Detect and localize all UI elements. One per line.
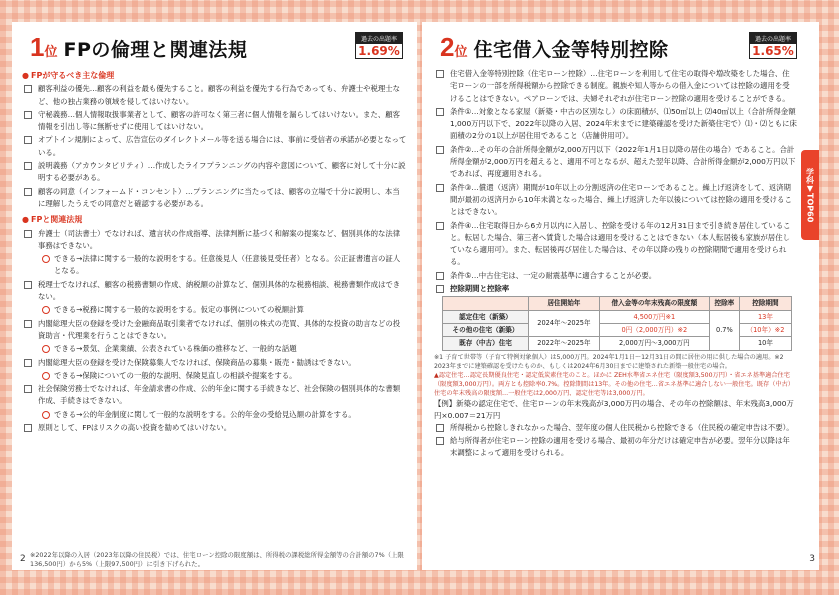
checkbox[interactable]	[24, 136, 32, 144]
item-text: 条件②…その年の合計所得金額が2,000万円以下（2022年1月1日以降の居住の場合）であること。合計所得金額が2,000万円を超えると、適用不可となるが、超えた翌年以降、合計所得金額が2,000万円以下であれば、再度適用される。	[450, 144, 796, 179]
item-text: 顧客利益の優先…顧客の利益を最も優先すること。顧客の利益を優先する行為であっても、弁護士や税理士など、他の独占業務の領域を侵してはいけない。	[38, 84, 401, 106]
table-title: 控除期間と控除率	[450, 284, 510, 294]
rank-number: 2	[440, 32, 455, 62]
list-item	[434, 68, 797, 105]
rate-badge	[749, 32, 797, 59]
list-item	[22, 279, 407, 304]
sub-item	[22, 343, 407, 355]
checkbox[interactable]	[24, 320, 32, 328]
list-item	[22, 109, 407, 134]
sub-item-text: できる→保険についての一般的な説明、保険見直しの相談や提案をする。	[54, 370, 297, 380]
checkbox[interactable]	[436, 222, 444, 230]
item-text: オプトイン規制によって、広告宣伝のダイレクトメール等を送る場合には、事前に受信者の承諾が必要となっている。	[38, 135, 407, 157]
list-item	[22, 186, 407, 211]
table-cell: 0円（2,000万円）※2	[599, 323, 709, 336]
table-header: 控除率	[709, 297, 739, 310]
item-text: 条件①…対象となる家屋（新築・中古の区別なし）の床面積が、⑴50㎡以上 ⑵40㎡以上（合計所得金額1,000万円以下で、2022年以降の入居、2024年末までに建築確認を受けた新築住宅で）⑴・⑵ともに床面積の2分の1以上が居住用であること（店舗併用可）。	[450, 106, 797, 141]
item-text: 内閣総理大臣の登録を受けた金融商品取引業者でなければ、個別の株式の売買、具体的な投資の助言などの投資助言・代理業を行うことはできない。	[38, 318, 401, 340]
table-cell: 2024年～2025年	[529, 310, 600, 337]
checkbox[interactable]	[24, 230, 32, 238]
list-item	[22, 357, 407, 369]
right-content	[434, 68, 797, 460]
sub-item	[22, 409, 407, 421]
item-text: 守秘義務…個人情報取扱事業者として、顧客の許可なく第三者に個人情報を漏らしてはいけない。また、顧客情報を引出し等に無断せずに使用してはいけない。	[38, 109, 400, 132]
example: 【例】新築の認定住宅で、住宅ローンの年末残高が3,000万円の場合、その年の控除額は、年末残高3,000万円×0.007＝21万円	[434, 398, 794, 420]
table-header: 控除期間	[739, 297, 791, 310]
rate-label: 過去の出題率	[356, 33, 402, 44]
list-item	[22, 228, 407, 253]
checkbox[interactable]	[436, 437, 444, 445]
list-item	[22, 160, 407, 185]
item-text: 税理士でなければ、顧客の税務書類の作成、納税額の計算など、個別具体的な税務相談、税務書類作成はできない。	[38, 279, 401, 302]
list-item	[22, 134, 407, 159]
list-item	[434, 422, 797, 434]
table-cell: 既存（中古）住宅	[443, 337, 529, 350]
checkbox[interactable]	[24, 424, 32, 432]
table-row	[443, 323, 792, 336]
sub-item-text: できる→税務に関する一般的な説明をする。仮定の事例についての税額計算	[54, 305, 304, 315]
right-title	[440, 32, 669, 63]
page-number: 2	[20, 554, 26, 564]
checkbox[interactable]	[436, 146, 444, 154]
list-item	[434, 106, 797, 143]
list-item	[22, 422, 407, 434]
item-text: 条件⑤…中古住宅は、一定の耐震基準に適合することが必要。	[450, 270, 657, 280]
right-page	[422, 22, 819, 570]
circle-icon	[42, 255, 50, 263]
list-item	[434, 220, 797, 269]
bullet-icon: ●	[22, 215, 29, 225]
table-cell: その他の住宅（新築）	[443, 323, 529, 336]
rank-suffix: 位	[44, 45, 58, 60]
checkbox[interactable]	[24, 85, 32, 93]
circle-icon	[42, 372, 50, 380]
sub-item-text: できる→公的年金制度に関して一般的な説明をする。公的年金の受給見込額の計算をする。	[54, 409, 356, 419]
table-cell: 2,000万円～3,000万円	[599, 337, 709, 350]
sub-item	[22, 253, 407, 278]
list-item	[434, 435, 797, 460]
checkbox[interactable]	[436, 70, 444, 78]
checkbox[interactable]	[24, 111, 32, 119]
note: ※1 子育て世帯等（子育て特例対象個人）は5,000万円。2024年1月1日～12月31日の間に居住の用に供した場合の適用。※2 2023年までに建築確認を受けたものか、もしくは2024年6月30日までに建築された新築一般住宅の場合。	[434, 353, 784, 370]
table-header: 居住開始年	[529, 297, 600, 310]
note: ▲認定住宅…認定長期優良住宅・認定低炭素住宅のこと。ほかに ZEH水準省エネ住宅（限度額3,500万円）・省エネ基準適合住宅（限度額3,000万円）。両方とも控除率0.7%。控除期間は13年。その他の住宅…省エネ基準に適合しない一般住宅。既存（中古）住宅の年末残高の限度額…一般住宅は2,000万円、認定住宅等は3,000万円。	[434, 371, 794, 397]
list-item	[434, 144, 797, 181]
item-text: 給与所得者が住宅ローン控除の適用を受ける場合、最初の年分だけは確定申告が必要。翌年分以降は年末調整によって適用を受けられる。	[450, 435, 790, 458]
checkbox[interactable]	[436, 272, 444, 280]
side-tab[interactable]: 学科▼TOP60	[801, 150, 819, 240]
checkbox[interactable]	[436, 108, 444, 116]
sub-item-text: できる→法律に関する一般的な説明をする。任意後見人（任意後見受任者）となる。公正証書遺言の証人となる。	[54, 254, 401, 276]
table-row	[443, 337, 792, 350]
item-text: 所得税から控除しきれなかった場合、翌年度の個人住民税から控除できる（住民税の確定申告は不要）。	[450, 422, 794, 432]
table-cell: 4,500万円※1	[599, 310, 709, 323]
left-content	[22, 68, 407, 435]
section-heading	[22, 214, 407, 226]
page-title: 住宅借入金等特別控除	[473, 39, 669, 61]
rank-suffix: 位	[454, 45, 468, 60]
sub-item	[22, 370, 407, 382]
deduction-table	[442, 296, 792, 350]
section-heading	[22, 70, 407, 82]
item-text: 説明義務（アカウンタビリティ）…作成したライフプランニングの内容や意図について、顧客に対して十分に説明する必要がある。	[38, 161, 406, 183]
page-title: FPの倫理と関連法規	[63, 39, 248, 61]
sub-item	[22, 304, 407, 316]
section-heading-text: FPが守るべき主な倫理	[30, 71, 115, 80]
list-item	[434, 283, 797, 295]
table-header	[443, 297, 529, 310]
table-cell: （10年）※2	[739, 323, 791, 336]
rate-badge	[355, 32, 403, 59]
checkbox[interactable]	[24, 359, 32, 367]
list-item	[22, 318, 407, 343]
rate-value: 1.65%	[750, 44, 796, 58]
item-text: 原則として、FPはリスクの高い投資を勧めてはいけない。	[38, 423, 232, 433]
table-cell: 13年	[739, 310, 791, 323]
bullet-icon: ●	[22, 71, 29, 80]
checkbox[interactable]	[24, 385, 32, 393]
table-row	[443, 310, 792, 323]
page-number: 3	[809, 554, 815, 564]
left-page	[12, 22, 417, 570]
rate-value: 1.69%	[356, 44, 402, 58]
table-cell: 認定住宅（新築）	[443, 310, 529, 323]
item-text: 条件④…住宅取得日から6カ月以内に入居し、控除を受ける年の12月31日まで引き続き居住していること。転居した場合、第三者へ賃貸した場合は適用を受けることはできない（本人転居後も家族が居住していなら適用可）。また、転居後再び居住した場合は、その年以降の残りの控除期間で適用を受けられる。	[450, 220, 791, 267]
table-cell: 2022年～2025年	[529, 337, 600, 350]
list-item	[22, 83, 407, 108]
item-text: 弁護士（司法書士）でなければ、遺言状の作成指導、法律判断に基づく和解案の提案など、個別具体的な法律事務はできない。	[38, 228, 401, 250]
item-text: 内閣総理大臣の登録を受けた保険募集人でなければ、保険商品の募集・販売・勧誘はできない。	[38, 357, 356, 367]
section-heading-text: FPと関連法規	[30, 215, 83, 225]
checkbox[interactable]	[436, 184, 444, 192]
checkbox[interactable]	[24, 162, 32, 170]
checkbox[interactable]	[24, 281, 32, 289]
circle-icon	[42, 306, 50, 314]
list-item	[22, 383, 407, 408]
table-cell: 10年	[739, 337, 791, 350]
sub-item-text: できる→景気、企業業績、公表されている株価の推移など、一般的な話題	[54, 344, 297, 354]
item-text: 顧客の同意（インフォームド・コンセント）…プランニングに当たっては、顧客の立場で十分に説明し、本当に理解したうえでの同意だと確認する必要がある。	[38, 186, 400, 208]
rate-label: 過去の出題率	[750, 33, 796, 44]
item-text: 住宅借入金等特別控除（住宅ローン控除）…住宅ローンを利用して住宅の取得や増改築をした場合、住宅ローンの一部を所得税額から控除できる制度。親族や知人等からの借入金については控除の適用を受けることはできない。ペアローンでは、夫婦それぞれが住宅ローン控除の適用を受けることができる。	[450, 69, 790, 103]
list-item	[434, 270, 797, 282]
checkbox[interactable]	[436, 285, 444, 293]
footnote: ※2022年以降の入居（2023年以降の住民税）では、住宅ローン控除の限度額は、所得税の課税総所得金額等の合計額の7%（上限136,500円）から5%（上限97,500円）に引き下げられた。	[30, 551, 404, 568]
checkbox[interactable]	[436, 424, 444, 432]
table-header: 借入金等の年末残高の限度額	[599, 297, 709, 310]
checkbox[interactable]	[24, 188, 32, 196]
item-text: 社会保険労務士でなければ、年金請求書の作成、公的年金に関する手続きなど、社会保険の個別具体的な書類作成、手続きはできない。	[38, 384, 401, 406]
list-item	[434, 182, 797, 219]
left-title	[30, 32, 247, 63]
circle-icon	[42, 345, 50, 353]
circle-icon	[42, 411, 50, 419]
item-text: 条件③…償還（返済）期間が10年以上の分割返済の住宅ローンであること。繰上げ返済をして、返済期間が最初の返済月から10年未満となった場合、繰上げ返済した年以後については控除の適用を受けることはできない。	[450, 182, 792, 217]
rank-number: 1	[30, 32, 45, 62]
table-cell: 0.7%	[709, 310, 739, 350]
